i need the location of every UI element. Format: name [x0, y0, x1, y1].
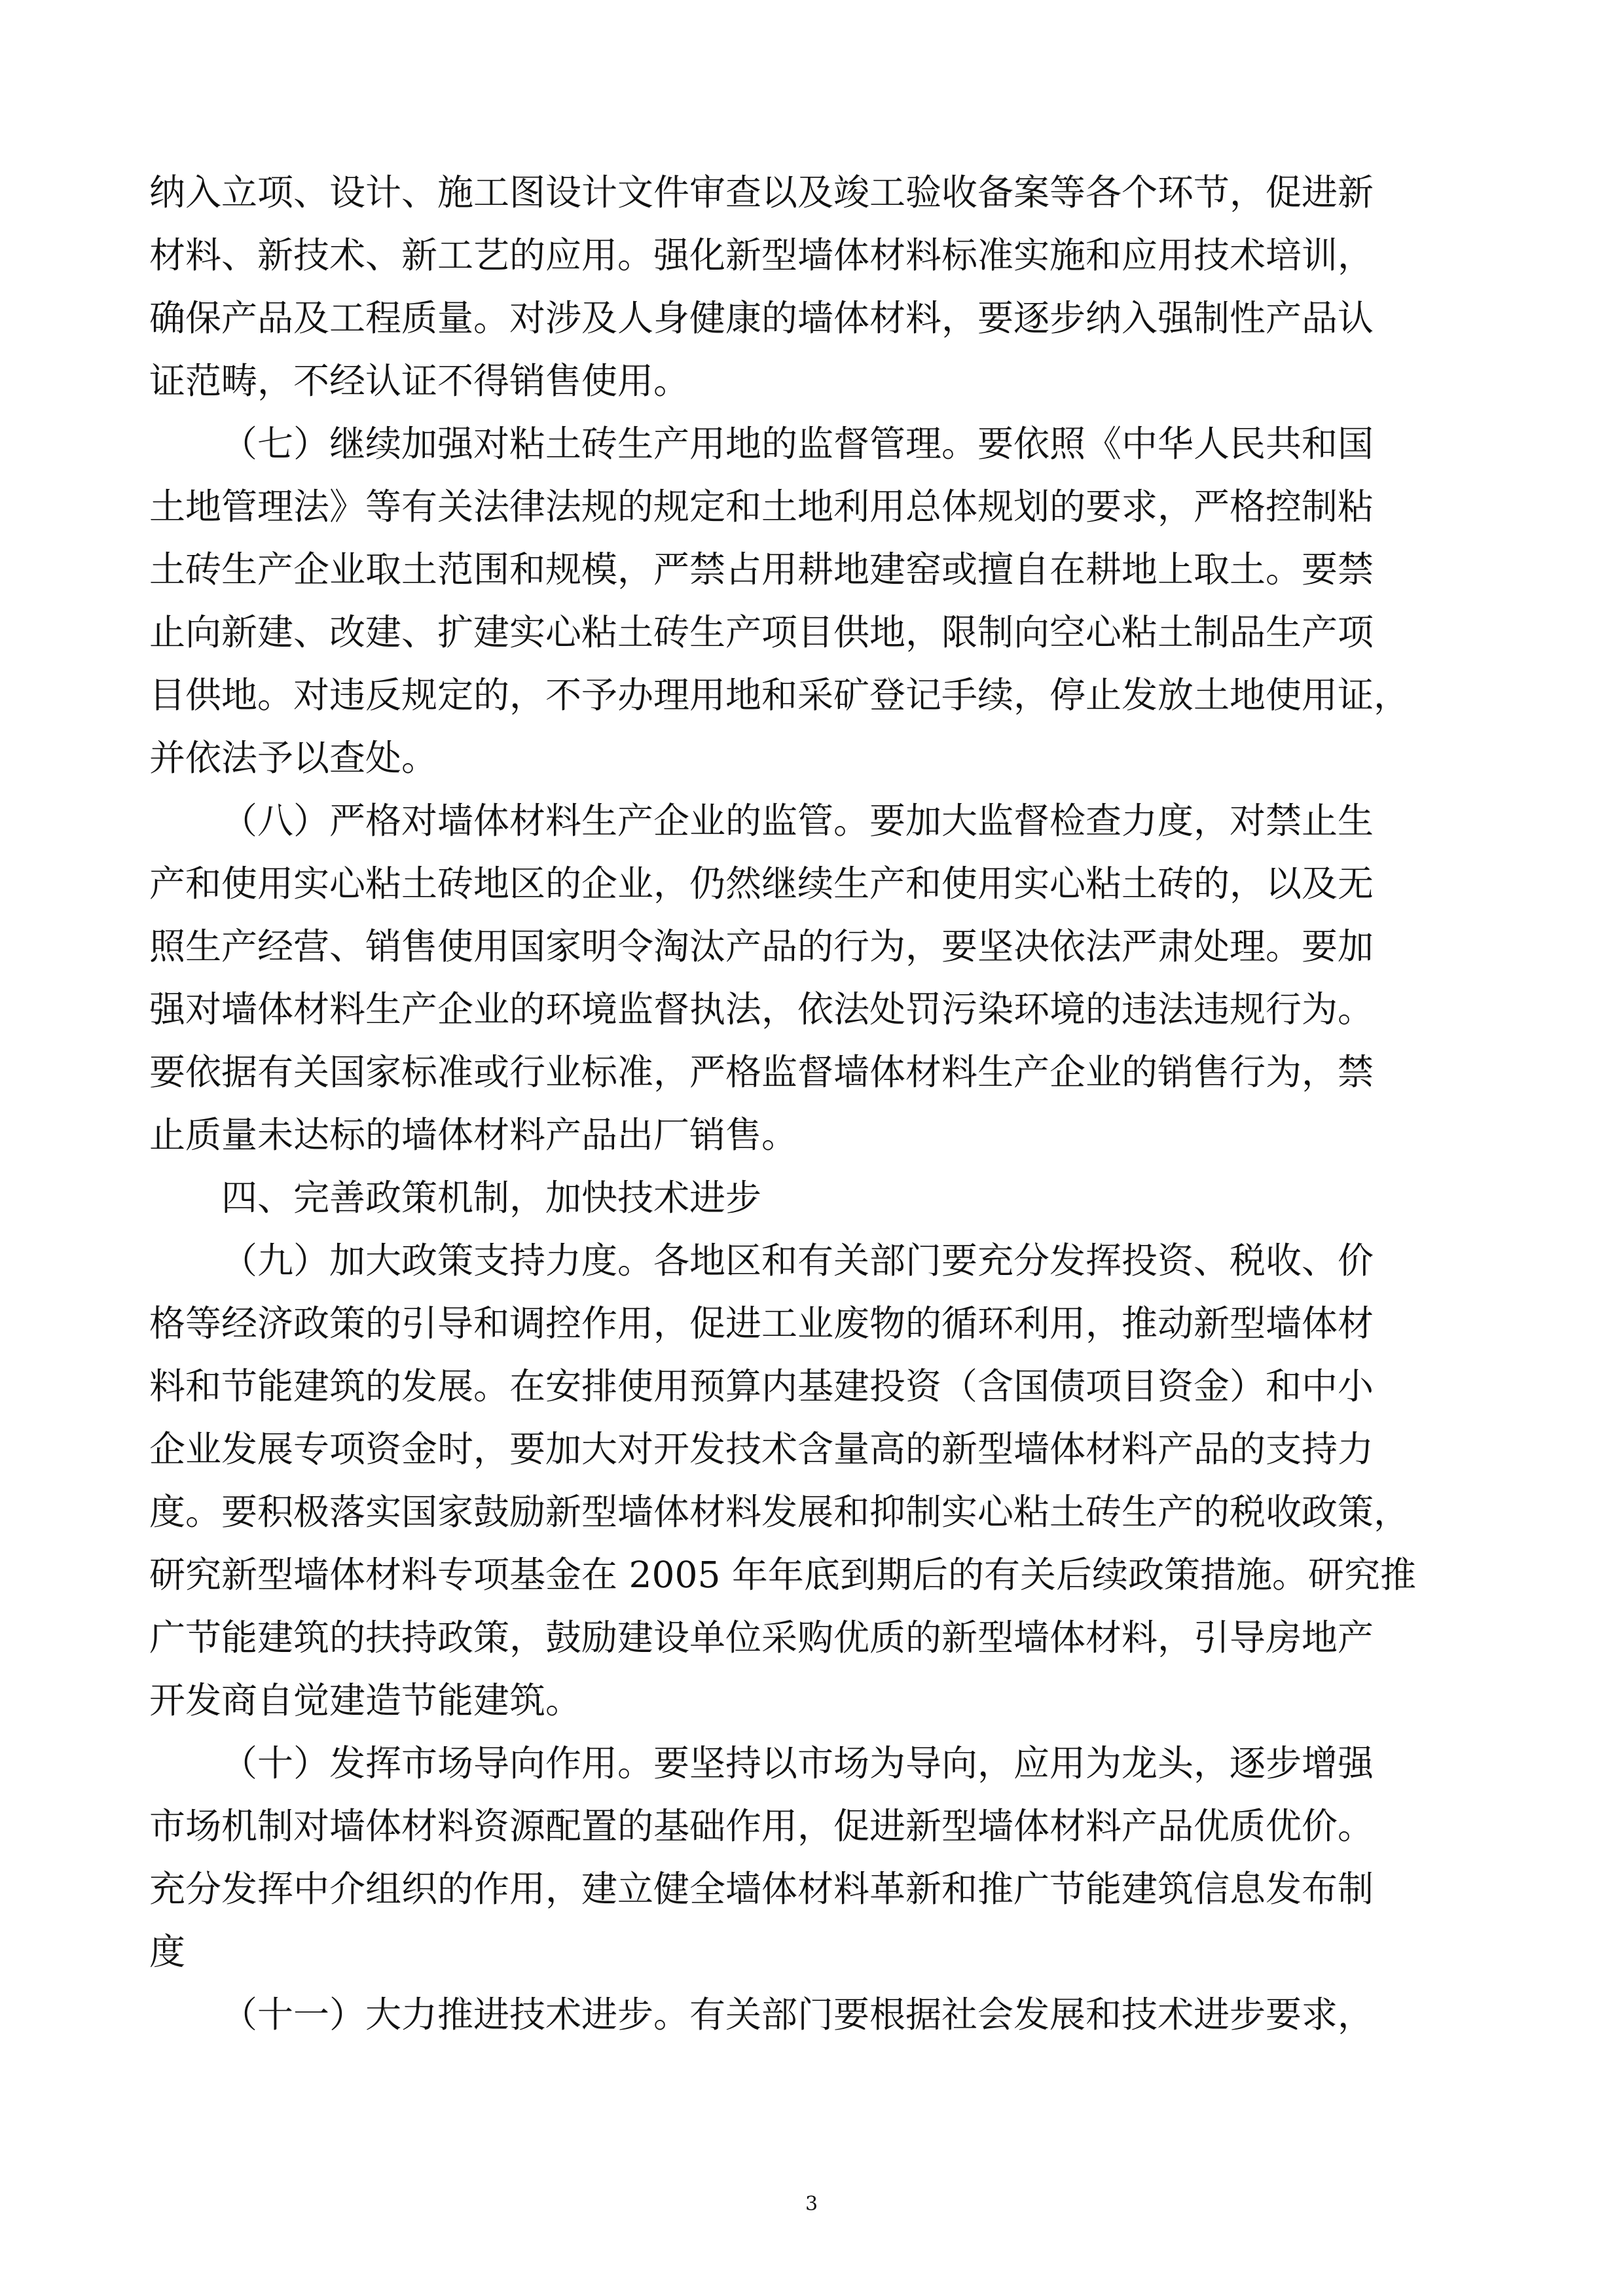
text-line: 证范畴，不经认证不得销售使用。 — [149, 360, 690, 402]
text-line: 土砖生产企业取土范围和规模，严禁占用耕地建窑或擅自在耕地上取土。要禁 — [149, 548, 1374, 590]
text-line: 材料、新技术、新工艺的应用。强化新型墙体材料标准实施和应用技术培训， — [149, 234, 1374, 276]
text-line: 开发商自觉建造节能建筑。 — [149, 1679, 582, 1721]
text-line: 并依法予以查处。 — [149, 737, 438, 779]
text-line: 目供地。对违反规定的，不予办理用地和采矿登记手续，停止发放土地使用证， — [149, 674, 1410, 716]
text-line: 充分发挥中介组织的作用，建立健全墙体材料革新和推广节能建筑信息发布制 — [149, 1868, 1374, 1910]
text-line: 要依据有关国家标准或行业标准，严格监督墙体材料生产企业的销售行为，禁 — [149, 1051, 1374, 1093]
paragraph-9-first-line: （九）加大政策支持力度。各地区和有关部门要充分发挥投资、税收、价 — [221, 1240, 1374, 1282]
page-number: 3 — [805, 2193, 818, 2215]
text-line: 确保产品及工程质量。对涉及人身健康的墙体材料，要逐步纳入强制性产品认 — [149, 297, 1374, 339]
text-line: 纳入立项、设计、施工图设计文件审查以及竣工验收备案等各个环节，促进新 — [149, 171, 1374, 213]
paragraph-10-first-line: （十）发挥市场导向作用。要坚持以市场为导向，应用为龙头，逐步增强 — [221, 1742, 1374, 1784]
text-line: 料和节能建筑的发展。在安排使用预算内基建投资（含国债项目资金）和中小 — [149, 1365, 1374, 1407]
text-line: 企业发展专项资金时，要加大对开发技术含量高的新型墙体材料产品的支持力 — [149, 1428, 1374, 1470]
paragraph-8-first-line: （八）严格对墙体材料生产企业的监管。要加大监督检查力度，对禁止生 — [221, 800, 1374, 842]
section-heading: 四、完善政策机制，加快技术进步 — [221, 1177, 762, 1219]
text-line: 格等经济政策的引导和调控作用，促进工业废物的循环利用，推动新型墙体材 — [149, 1302, 1374, 1344]
text-line: 度 — [149, 1931, 186, 1973]
paragraph-7-first-line: （七）继续加强对粘土砖生产用地的监督管理。要依照《中华人民共和国 — [221, 423, 1374, 465]
text-line: 市场机制对墙体材料资源配置的基础作用，促进新型墙体材料产品优质优价。 — [149, 1805, 1374, 1847]
text-line: 土地管理法》等有关法律法规的规定和土地利用总体规划的要求，严格控制粘 — [149, 486, 1374, 528]
text-line: 产和使用实心粘土砖地区的企业，仍然继续生产和使用实心粘土砖的，以及无 — [149, 863, 1374, 905]
document-body — [149, 161, 1482, 2046]
text-line: 照生产经营、销售使用国家明令淘汰产品的行为，要坚决依法严肃处理。要加 — [149, 925, 1374, 967]
text-line: 止质量未达标的墙体材料产品出厂销售。 — [149, 1114, 798, 1156]
text-line: 研究新型墙体材料专项基金在 2005 年年底到期后的有关后续政策措施。研究推 — [149, 1554, 1416, 1596]
text-line: 止向新建、改建、扩建实心粘土砖生产项目供地，限制向空心粘土制品生产项 — [149, 611, 1374, 653]
text-line: 广节能建筑的扶持政策，鼓励建设单位采购优质的新型墙体材料，引导房地产 — [149, 1617, 1374, 1659]
text-line: 强对墙体材料生产企业的环境监督执法，依法处罚污染环境的违法违规行为。 — [149, 988, 1374, 1030]
text-line: 度。要积极落实国家鼓励新型墙体材料发展和抑制实心粘土砖生产的税收政策， — [149, 1491, 1410, 1533]
paragraph-11-first-line: （十一）大力推进技术进步。有关部门要根据社会发展和技术进步要求， — [221, 1994, 1374, 2036]
